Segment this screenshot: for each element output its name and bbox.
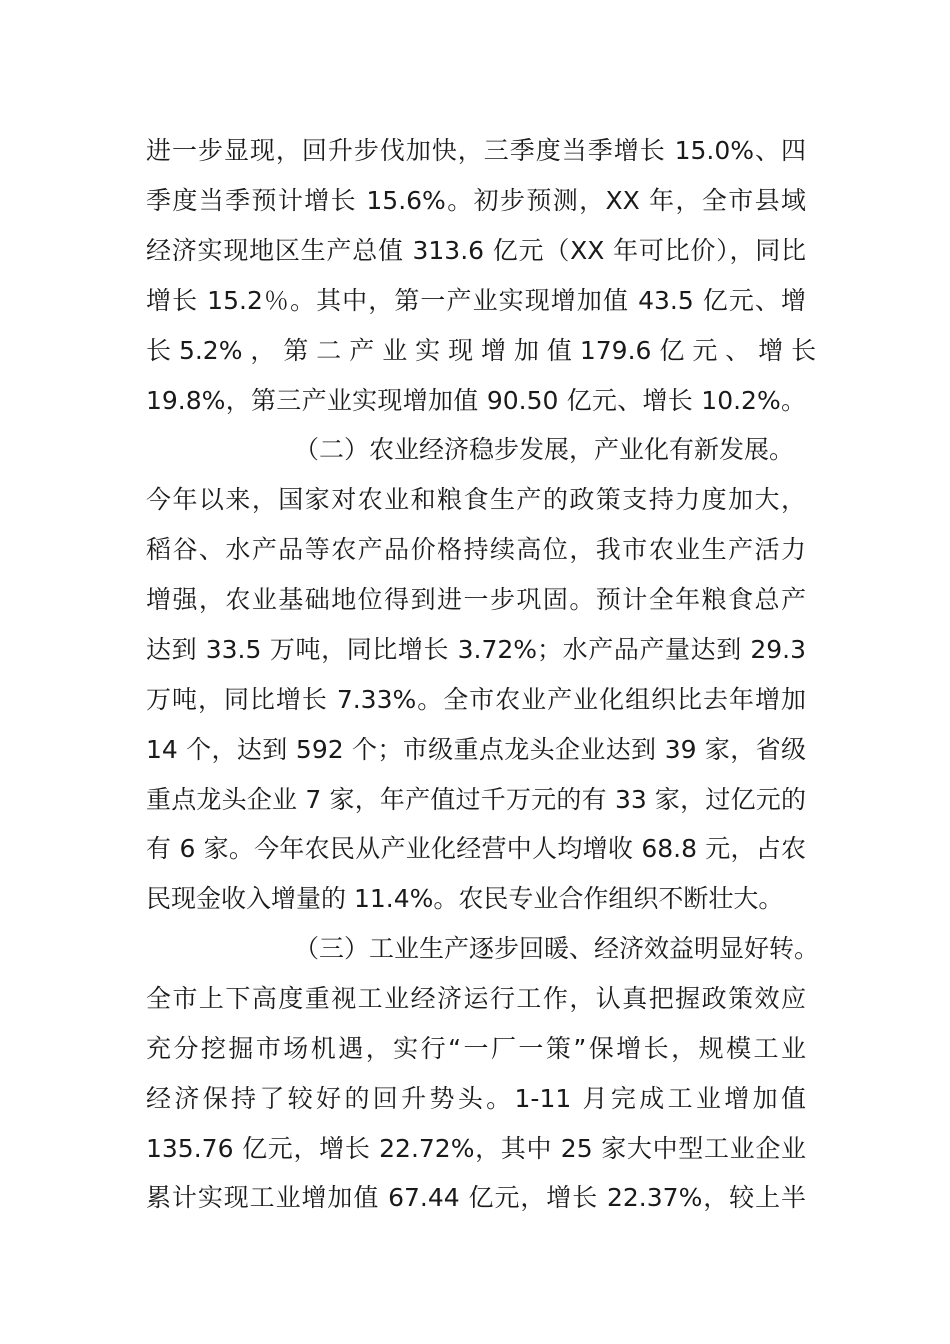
paragraph-line: 今年以来，国家对农业和粮食生产的政策支持力度加大， [146,485,806,514]
paragraph-line: 万吨，同比增长 7.33%。全市农业产业化组织比去年增加 [146,685,806,714]
paragraph-line: 重点龙头企业 7 家，年产值过千万元的有 33 家，过亿元的 [146,785,806,814]
paragraph-line: 经济实现地区生产总值 313.6 亿元（XX 年可比价），同比 [146,236,806,265]
section-heading: （二）农业经济稳步发展，产业化有新发展。 [294,435,795,464]
paragraph-line: 135.76 亿元，增长 22.72%，其中 25 家大中型工业企业 [146,1134,806,1163]
paragraph-line: 进一步显现，回升步伐加快，三季度当季增长 15.0%、四 [146,136,806,165]
paragraph-line: 增强，农业基础地位得到进一步巩固。预计全年粮食总产 [146,585,806,614]
paragraph-line: 达到 33.5 万吨，同比增长 3.72%；水产品产量达到 29.3 [146,635,806,664]
paragraph-line: 民现金收入增量的 11.4%。农民专业合作组织不断壮大。 [146,884,784,913]
paragraph-line: 有 6 家。今年农民从产业化经营中人均增收 68.8 元，占农 [146,834,806,863]
paragraph-line: 增长 15.2％。其中，第一产业实现增加值 43.5 亿元、增 [146,286,806,315]
paragraph-line: 累计实现工业增加值 67.44 亿元，增长 22.37%，较上半 [146,1183,806,1212]
paragraph-line: 长 5.2% ， 第 二 产 业 实 现 增 加 值 179.6 亿 元 、 增 长 [146,336,817,365]
paragraph-line: 19.8%，第三产业实现增加值 90.50 亿元、增长 10.2%。 [146,386,806,415]
paragraph-line: 经济保持了较好的回升势头。1-11 月完成工业增加值 [146,1084,806,1113]
section-heading: （三）工业生产逐步回暖、经济效益明显好转。 [294,934,820,963]
paragraph-line: 稻谷、水产品等农产品价格持续高位，我市农业生产活力 [146,535,806,564]
paragraph-line: 充分挖掘市场机遇，实行“一厂一策”保增长，规模工业 [146,1034,806,1063]
paragraph-line: 14 个，达到 592 个；市级重点龙头企业达到 39 家，省级 [146,735,806,764]
paragraph-line: 季度当季预计增长 15.6%。初步预测，XX 年，全市县域 [146,186,806,215]
paragraph-line: 全市上下高度重视工业经济运行工作，认真把握政策效应 [146,984,806,1013]
